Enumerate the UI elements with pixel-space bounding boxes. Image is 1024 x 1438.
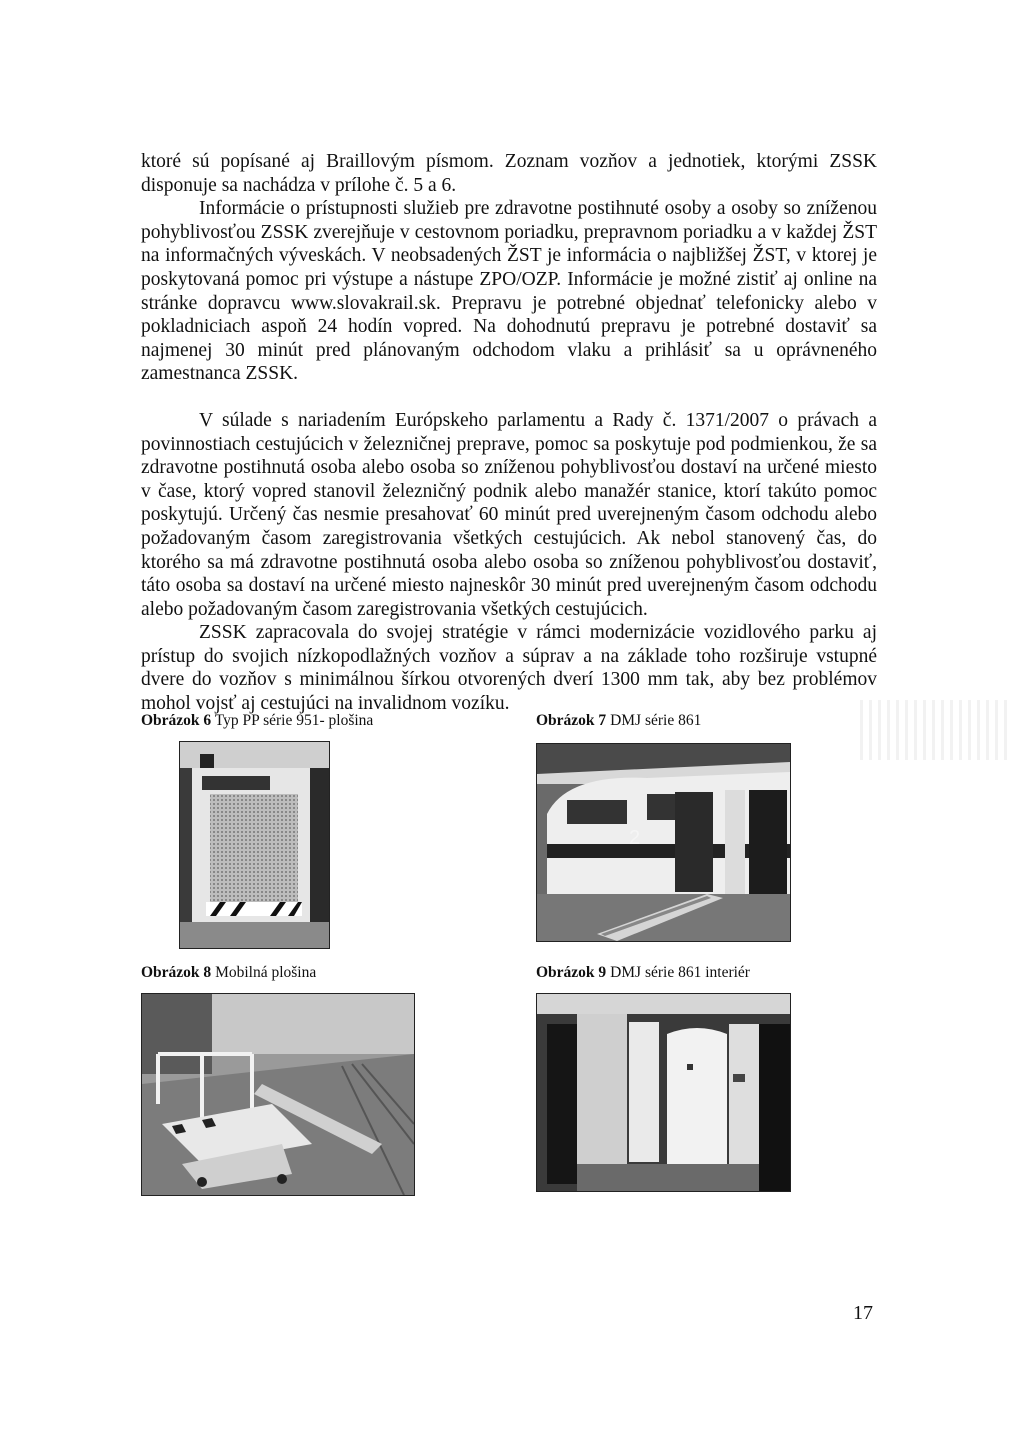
paragraph-4: ZSSK zapracovala do svojej stratégie v rámci modernizácie vozidlového parku aj prístup do svojich nízkopodlažných vozňov a súprav a na základe toho rozširuje vstupné dvere do vozňov s minimálnou šírkou otvorených dverí 1300 mm tak, aby bez problémov mohol vojsť aj cestujúci na invalidnom vozíku.: [141, 622, 877, 715]
paragraph-2: Informácie o prístupnosti služieb pre zdravotne postihnuté osoby a osoby so zníženou pohyblivosťou ZSSK zverejňuje v cestovnom poriadku, prepravnom poriadku a v každej ŽST na informačných vývеskách. V neobsadených ŽST je informácia o najbližšej ŽST, v ktorej je poskytovaná pomoc pri výstupe a nástupe ZPO/OZP. Informácie je možné zistiť aj online na stránke dopravcu www.slovakrail.sk. Prepravu je potrebné objednať telefonicky alebo v pokladniciach aspoň 24 hodín vopred. Na dohodnutú prepravu je potrebné dostaviť sa najmenej 30 minút pred plánovaným odchodom vlaku a prihlásiť sa u oprávneného zamestnanca ZSSK.: [141, 198, 877, 385]
figure-9-photo: [536, 993, 791, 1192]
figure-6-text: Typ PP série 951- plošina: [214, 712, 374, 729]
figure-7-label: Obrázok 7: [536, 712, 607, 729]
figure-8-photo: [141, 993, 415, 1196]
body-text: [141, 150, 877, 716]
figure-6-photo: [179, 741, 330, 949]
figure-7-photo: [536, 743, 791, 942]
page-number: 17: [853, 1302, 873, 1324]
figure-7-text: DMJ série 861: [610, 712, 702, 729]
paragraph-1: ktoré sú popísané aj Braillovým písmom. Zoznam vozňov a jednotiek, ktorými ZSSK disponuje sa nachádza v prílohe č. 5 a 6.: [141, 151, 877, 196]
figure-8-label: Obrázok 8: [141, 964, 212, 981]
figure-9-caption: [536, 963, 750, 983]
car-number-label: 2: [629, 827, 641, 849]
figure-9-text: DMJ série 861 interiér: [610, 964, 750, 981]
scan-artifact: [860, 700, 1010, 760]
figure-6-label: Obrázok 6: [141, 712, 212, 729]
figure-8-text: Mobilná plošina: [215, 964, 317, 981]
figure-9-label: Obrázok 9: [536, 964, 607, 981]
figure-6-caption: [141, 711, 373, 731]
figure-7-caption: [536, 711, 701, 731]
figure-8-caption: [141, 963, 316, 983]
paragraph-3: V súlade s nariadením Európskeho parlamentu a Rady č. 1371/2007 o právach a povinnostiach cestujúcich v železničnej preprave, pomoc sa poskytuje pod podmienkou, že sa zdravotne postihnutá osoba alebo osoba so zníženou pohyblivosťou dostaví na určené miesto v čase, ktorý vopred stanovil železničný podnik alebo manažér stanice, ktorí takúto pomoc poskytujú. Určený čas nesmie presahovať 60 minút pred uverejneným časom odchodu alebo požadovaným časom zaregistrovania všetkých cestujúcich. Ak nebol stanovený čas, do ktorého sa má zdravotne postihnutá osoba alebo osoba so zníženou pohyblivosťou dostaviť, táto osoba sa dostaví na určené miesto najneskôr 30 minút pred uverejneným časom odchodu alebo požadovaným časom zaregistrovania všetkých cestujúcich.: [141, 409, 877, 620]
